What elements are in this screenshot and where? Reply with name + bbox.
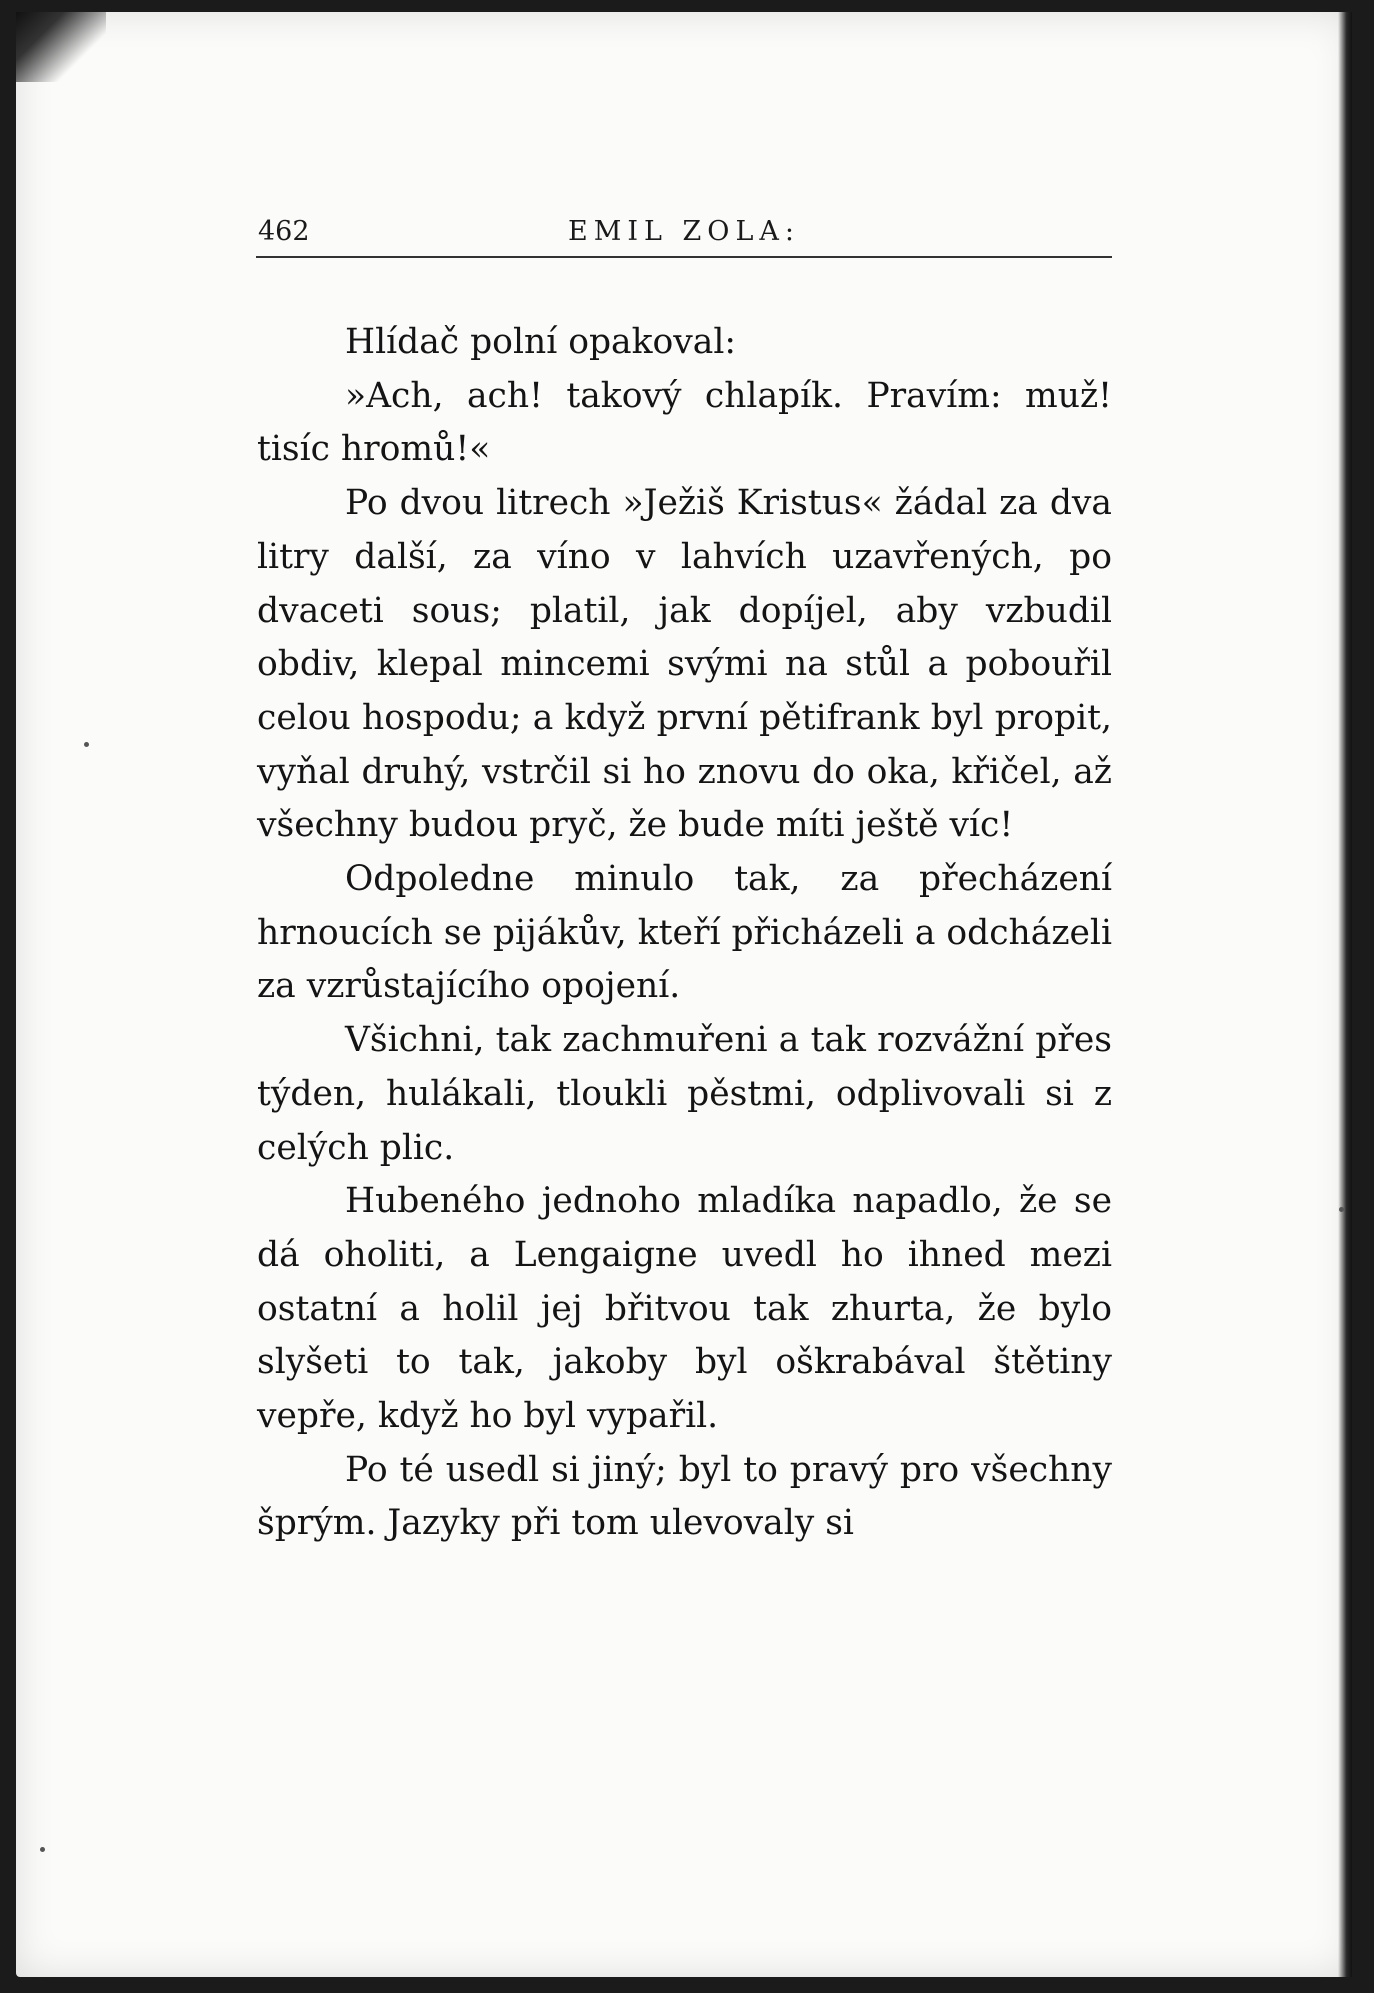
paragraph: Po té usedl si jiný; byl to pravý pro všechny šprým. Jazyky při tom ulevovaly si — [257, 1449, 1112, 1544]
paragraph: Všichni, tak zachmuřeni a tak rozvážní přes týden, hulákali, tloukli pěstmi, odplivovali si z celých plic. — [257, 1020, 1112, 1168]
page-corner-shadow — [16, 12, 106, 82]
scan-speck — [1339, 1207, 1344, 1212]
paragraph: Hlídač polní opakoval: — [345, 322, 737, 362]
page-right-edge — [1338, 12, 1352, 1977]
paragraph: Po dvou litrech »Ježiš Kristus« žádal za dva litry další, za víno v lahvích uzavřených, po dvaceti sous; platil, jak dopíjel, aby vzbudil obdiv, klepal mincemi svými na stůl a pobouřil celou hospodu; a když první pětifrank byl propit, vyňal druhý, vstrčil si ho znovu do oka, křičel, až všechny budou pryč, že bude míti ještě víc! — [257, 483, 1112, 846]
running-head: EMIL ZOLA: — [568, 216, 800, 247]
scan-speck — [40, 1847, 45, 1852]
paragraph: Odpoledne minulo tak, za přecházení hrnoucích se pijákův, kteří přicházeli a odcházeli za vzrůstajícího opojení. — [257, 859, 1112, 1007]
page-number: 462 — [258, 216, 310, 247]
paragraph: »Ach, ach! takový chlapík. Pravím: muž! tisíc hromů!« — [257, 375, 1112, 470]
body-text — [257, 316, 1112, 1551]
page-header — [256, 212, 1112, 258]
paragraph: Hubeného jednoho mladíka napadlo, že se dá oholiti, a Lengaigne uvedl ho ihned mezi ostatní a holil jej břitvou tak zhurta, že bylo slyšeti to tak, jakoby byl oškrabával štětiny vepře, když ho byl vypařil. — [257, 1181, 1112, 1437]
scan-speck — [84, 742, 89, 747]
